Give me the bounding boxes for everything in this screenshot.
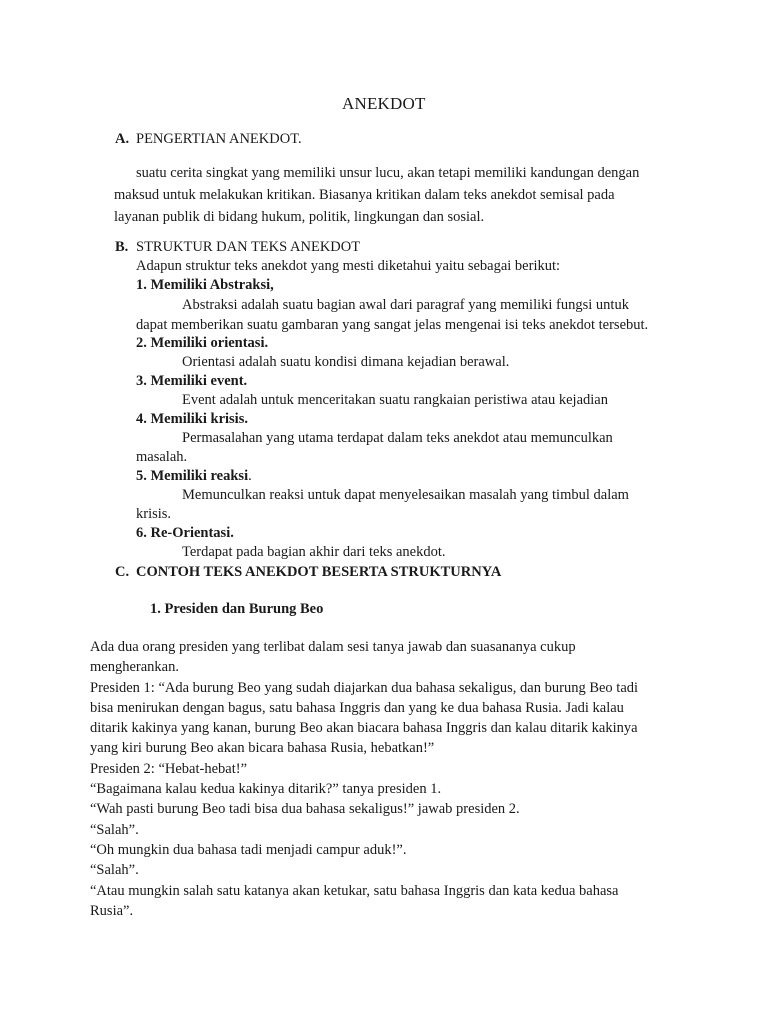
story-line: “Oh mungkin dua bahasa tadi menjadi campur aduk!”.	[90, 841, 407, 858]
structure-item-text: Orientasi adalah suatu kondisi dimana kejadian berawal.	[182, 354, 510, 370]
structure-item-text: Event adalah untuk menceritakan suatu rangkaian peristiwa atau kejadian	[182, 392, 608, 408]
structure-item-title-wrap	[136, 468, 252, 485]
story-line: “Wah pasti burung Beo tadi bisa dua bahasa sekaligus!” jawab presiden 2.	[90, 801, 520, 818]
section-a-marker: A.	[115, 131, 130, 147]
story-line: “Salah”.	[90, 862, 139, 879]
story-line: “Atau mungkin salah satu katanya akan ketukar, satu bahasa Inggris dan kata kedua bahasa	[90, 882, 619, 899]
section-a-heading: PENGERTIAN ANEKDOT.	[136, 131, 302, 147]
paragraph-line: layanan publik di bidang hukum, politik, lingkungan dan sosial.	[114, 209, 485, 225]
story-line: Presiden 2: “Hebat-hebat!”	[90, 760, 248, 777]
structure-item-text-cont: krisis.	[136, 506, 172, 522]
section-c-heading: CONTOH TEKS ANEKDOT BESERTA STRUKTURNYA	[136, 564, 502, 580]
section-c-marker: C.	[115, 564, 130, 580]
document-title: ANEKDOT	[342, 94, 426, 113]
structure-item-text: Permasalahan yang utama terdapat dalam teks anekdot atau memunculkan	[182, 430, 613, 446]
paragraph-line: suatu cerita singkat yang memiliki unsur lucu, akan tetapi memiliki kandungan dengan	[136, 165, 640, 181]
section-b-heading: STRUKTUR DAN TEKS ANEKDOT	[136, 239, 361, 255]
story-line: yang kiri burung Beo akan bicara bahasa Rusia, hebatkan!”	[90, 740, 435, 757]
structure-item-title: 3. Memiliki event.	[136, 373, 248, 389]
story-line: Rusia”.	[90, 902, 134, 919]
structure-item-text-cont: dapat memberikan suatu gambaran yang sangat jelas mengenai isi teks anekdot tersebut.	[136, 317, 649, 333]
paragraph-line: maksud untuk melakukan kritikan. Biasanya kritikan dalam teks anekdot semisal pada	[114, 187, 615, 203]
structure-item-title: 2. Memiliki orientasi.	[136, 335, 269, 351]
structure-item-text: Memunculkan reaksi untuk dapat menyelesaikan masalah yang timbul dalam	[182, 487, 629, 503]
story-line: ditarik kakinya yang kanan, burung Beo akan biacara bahasa Inggris dan kalau ditarik kakinya	[90, 720, 638, 737]
story-line: Ada dua orang presiden yang terlibat dalam sesi tanya jawab dan suasananya cukup	[90, 639, 576, 655]
structure-item-title: 4. Memiliki krisis.	[136, 411, 248, 427]
structure-item-title-suffix: .	[248, 468, 252, 484]
structure-item-text: Terdapat pada bagian akhir dari teks anekdot.	[182, 544, 446, 560]
structure-item-title: 5. Memiliki reaksi	[136, 468, 249, 484]
structure-item-text-cont: masalah.	[136, 449, 188, 465]
structure-item-title: 6. Re-Orientasi.	[136, 525, 234, 541]
story-line: bisa menirukan dengan bagus, satu bahasa Inggris dan yang ke dua bahasa Rusia. Jadi kalau	[90, 699, 624, 716]
example-title: 1. Presiden dan Burung Beo	[150, 601, 324, 617]
section-b-intro: Adapun struktur teks anekdot yang mesti diketahui yaitu sebagai berikut:	[136, 258, 561, 274]
story-text	[90, 637, 638, 921]
story-line: “Bagaimana kalau kedua kakinya ditarik?” tanya presiden 1.	[90, 781, 442, 798]
section-b-marker: B.	[115, 239, 129, 255]
story-line: Presiden 1: “Ada burung Beo yang sudah diajarkan dua bahasa sekaligus, dan burung Beo tadi	[90, 679, 639, 696]
structure-item-title: 1. Memiliki Abstraksi,	[136, 277, 274, 293]
story-line: “Salah”.	[90, 821, 139, 838]
section-a-paragraph	[114, 162, 639, 228]
story-line: mengherankan.	[90, 659, 179, 676]
structure-item-text: Abstraksi adalah suatu bagian awal dari paragraf yang memiliki fungsi untuk	[182, 297, 629, 313]
